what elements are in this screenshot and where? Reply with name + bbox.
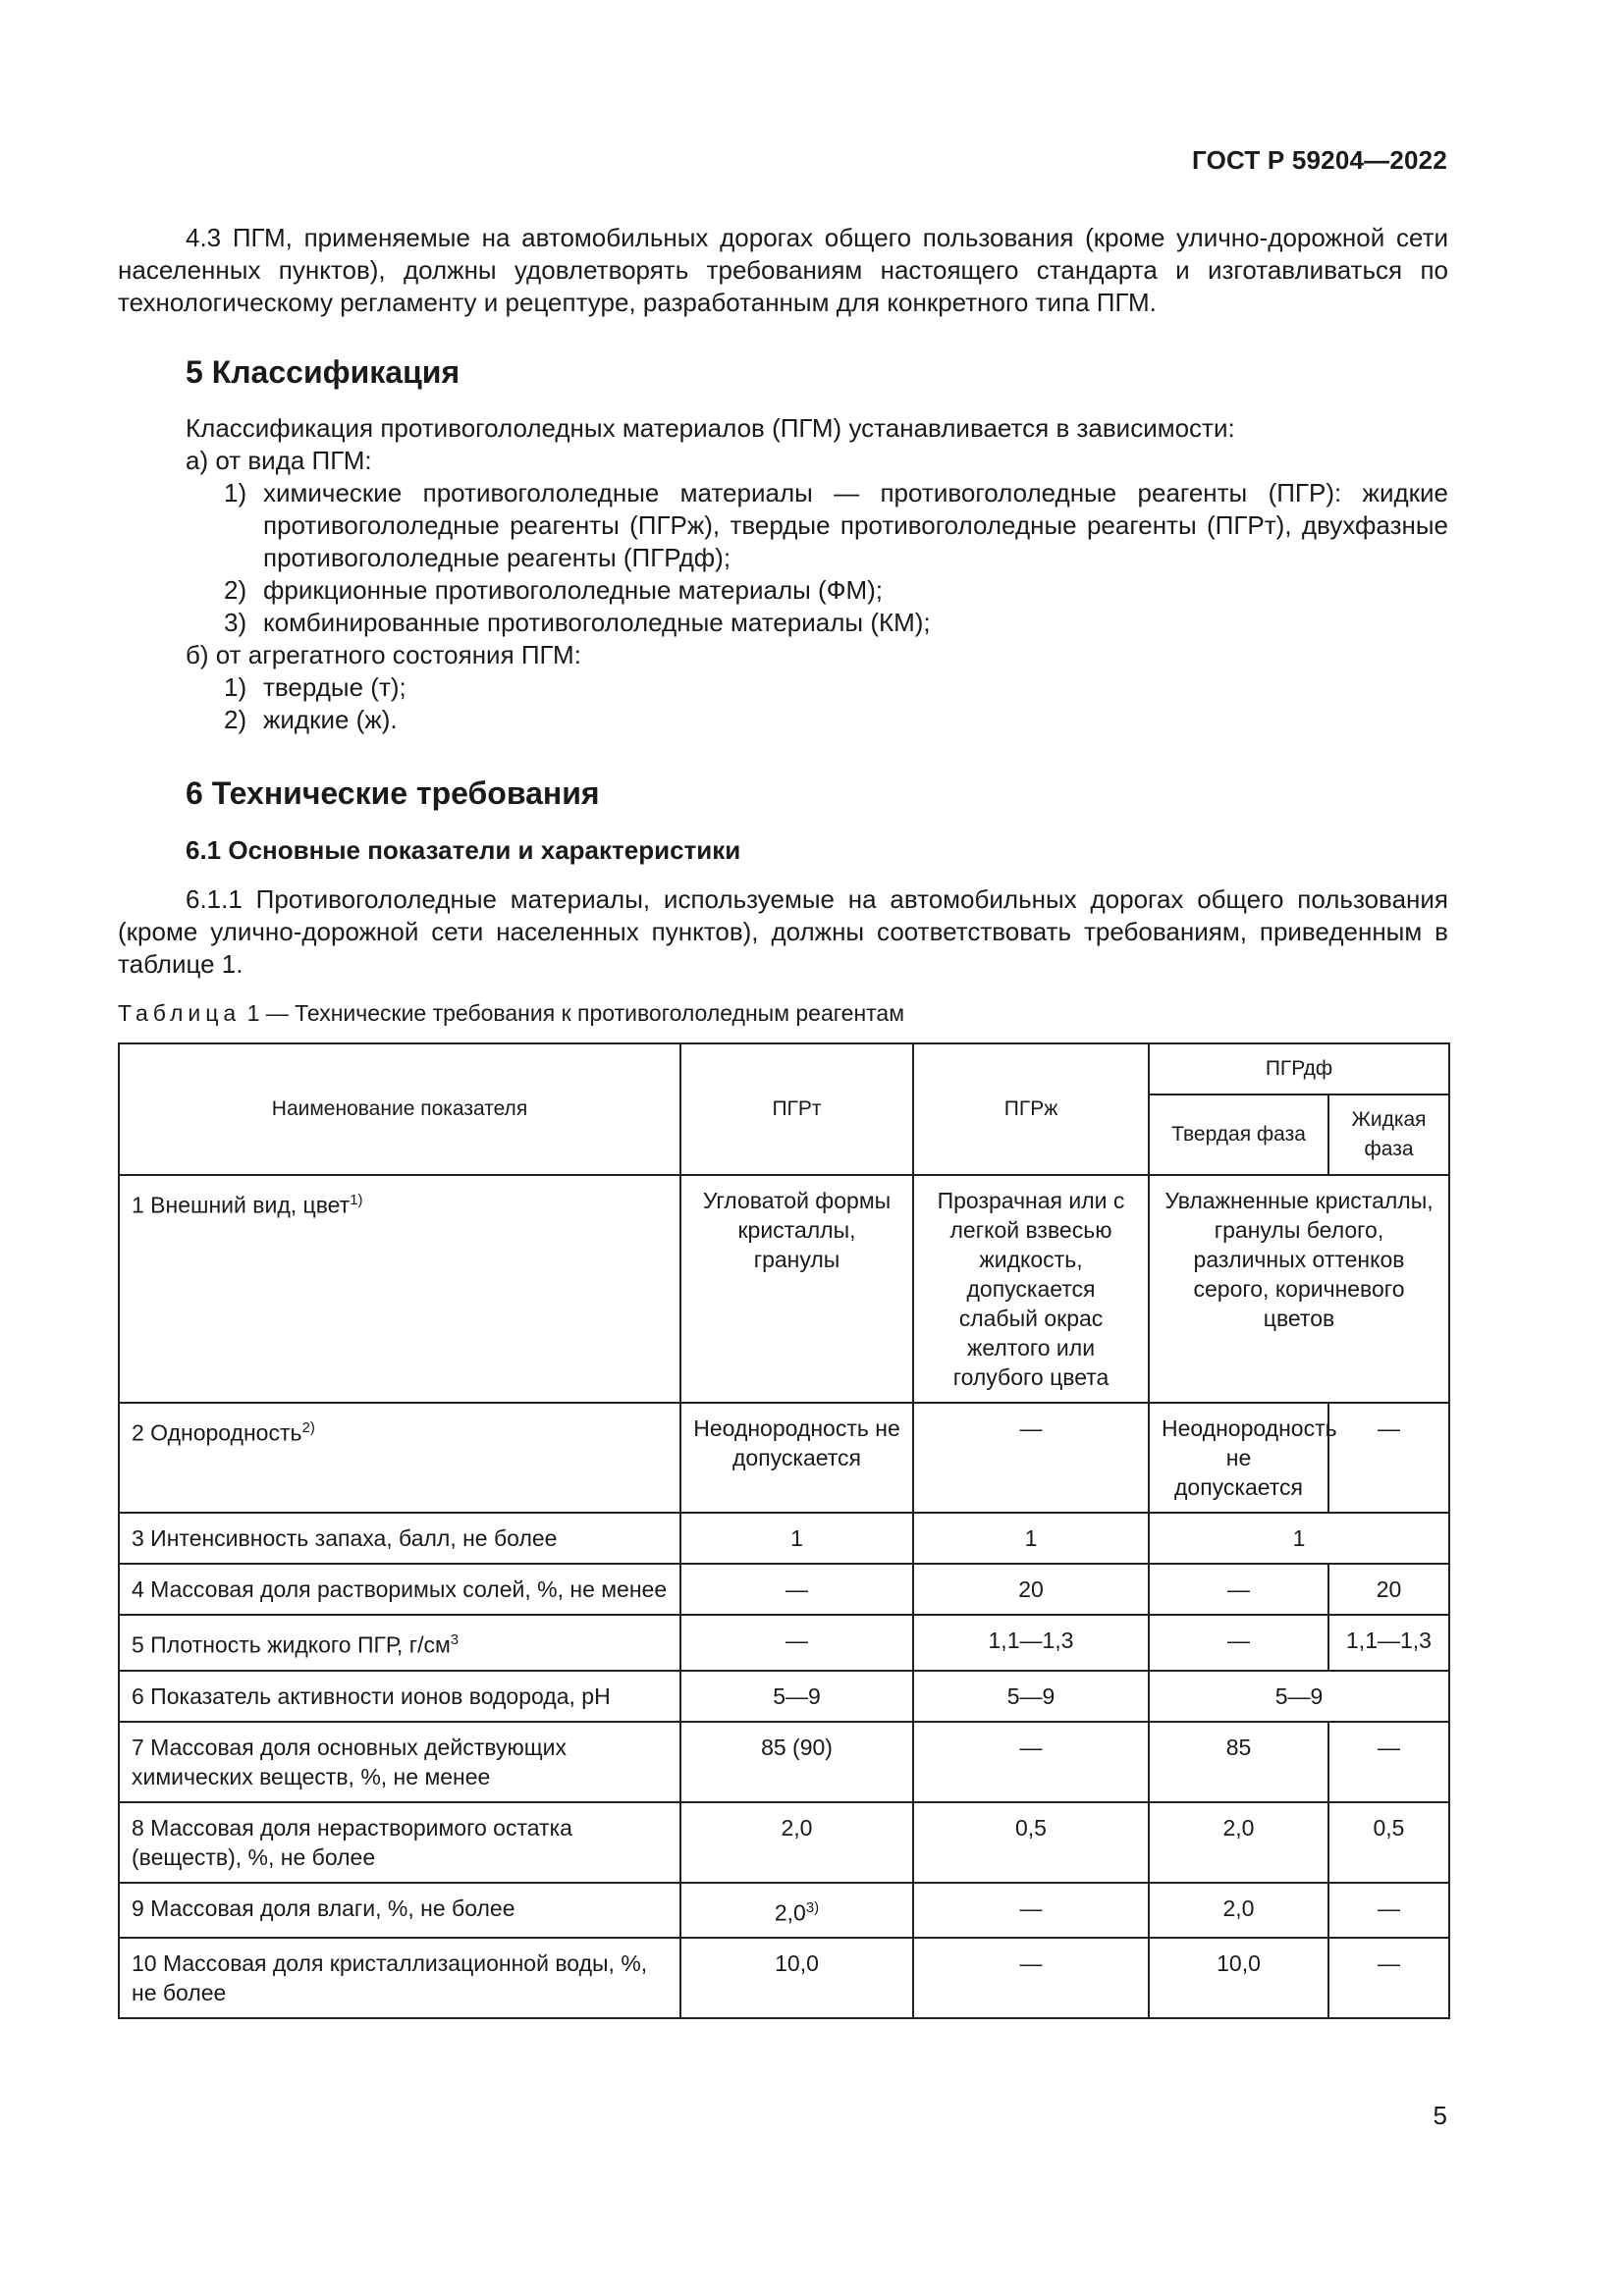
list-item-text: химические противогололедные материалы — противогололедные реагенты (ПГР): жидкие противогололедные реагенты (ПГРж), твердые противогололедные реагенты (ПГРт), двухфазные противогололедные реагенты (ПГРдф); xyxy=(263,478,1448,572)
cell-liquid: 1,1—1,3 xyxy=(1328,1615,1449,1671)
cell-pgrt: — xyxy=(680,1564,913,1615)
list-item-text: твердые (т); xyxy=(263,672,406,702)
list-a-label: а) от вида ПГМ: xyxy=(186,446,372,475)
list-item-number: 2) xyxy=(224,575,247,605)
list-item-text: жидкие (ж). xyxy=(263,705,398,734)
row-name: 3 Интенсивность запаха, балл, не более xyxy=(119,1513,680,1564)
list-item-number: 3) xyxy=(224,608,247,637)
list-a-item-1 xyxy=(118,477,1448,574)
cell-liquid: — xyxy=(1328,1883,1449,1939)
classification-intro: Классификация противогололедных материалов (ПГМ) устанавливается в зависимости: xyxy=(186,413,1235,443)
page-content xyxy=(118,222,1448,2019)
list-item-number: 1) xyxy=(224,478,247,507)
paragraph-4-3: 4.3 ПГМ, применяемые на автомобильных дорогах общего пользования (кроме улично-дорожной сети населенных пунктов), должны удовлетворять требованиям настоящего стандарта и изготавливаться по технологическому регламенту и рецептуре, разработанным для конкретного типа ПГМ. xyxy=(118,223,1448,317)
list-item-text: комбинированные противогололедные материалы (КМ); xyxy=(263,608,931,637)
cell-pgrzh: — xyxy=(913,1403,1149,1513)
list-item-text: фрикционные противогололедные материалы (ФМ); xyxy=(263,575,883,605)
cell-solid: — xyxy=(1149,1564,1328,1615)
table-caption xyxy=(118,1000,1448,1027)
cell-solid: 10,0 xyxy=(1149,1938,1328,2018)
cell-pgrt: 2,0$^{3)}$ xyxy=(680,1883,913,1939)
row-name: 2 Однородность$^{2)}$ xyxy=(119,1403,680,1513)
cell-pgrzh: — xyxy=(913,1722,1149,1802)
row-name: 4 Массовая доля растворимых солей, %, не менее xyxy=(119,1564,680,1615)
header-liquid-phase: Жидкая фаза xyxy=(1328,1095,1449,1175)
cell-pgrdf: 5—9 xyxy=(1149,1671,1449,1722)
requirements-table xyxy=(118,1042,1450,2019)
header-pgrt: ПГРт xyxy=(680,1043,913,1175)
cell-pgrzh: — xyxy=(913,1883,1149,1939)
cell-pgrt: Угловатой формы кристаллы, гранулы xyxy=(680,1175,913,1403)
cell-pgrdf: Увлажненные кристаллы, гранулы белого, различных оттенков серого, коричневого цветов xyxy=(1149,1175,1449,1403)
list-b-label: б) от агрегатного состояния ПГМ: xyxy=(186,640,581,669)
cell-pgrzh: 5—9 xyxy=(913,1671,1149,1722)
cell-pgrt: 5—9 xyxy=(680,1671,913,1722)
cell-pgrzh: Прозрачная или с легкой взвесью жидкость, допускается слабый окрас желтого или голубого цвета xyxy=(913,1175,1149,1403)
cell-liquid: 0,5 xyxy=(1328,1802,1449,1883)
row-name: 9 Массовая доля влаги, %, не более xyxy=(119,1883,680,1939)
cell-liquid: 20 xyxy=(1328,1564,1449,1615)
table-row xyxy=(119,1671,1449,1722)
cell-pgrt: — xyxy=(680,1615,913,1671)
table-caption-text: 1 — Технические требования к противогололедным реагентам xyxy=(246,1000,905,1026)
document-standard-number: ГОСТ Р 59204—2022 xyxy=(1192,145,1447,175)
row-name: 7 Массовая доля основных действующих химических веществ, %, не менее xyxy=(119,1722,680,1802)
list-item-number: 1) xyxy=(224,672,247,702)
cell-pgrt: 85 (90) xyxy=(680,1722,913,1802)
row-name: 6 Показатель активности ионов водорода, pH xyxy=(119,1671,680,1722)
cell-pgrt: 10,0 xyxy=(680,1938,913,2018)
cell-solid: — xyxy=(1149,1615,1328,1671)
list-item-number: 2) xyxy=(224,705,247,734)
page-number: 5 xyxy=(1433,2101,1447,2130)
paragraph-6-1-1: 6.1.1 Противогололедные материалы, используемые на автомобильных дорогах общего пользования (кроме улично-дорожной сети населенных пунктов), должны соответствовать требованиям, приведенным в таблице 1. xyxy=(118,884,1448,979)
cell-liquid: — xyxy=(1328,1938,1449,2018)
list-a-item-2 xyxy=(118,574,1448,607)
cell-pgrzh: 20 xyxy=(913,1564,1149,1615)
table-row xyxy=(119,1564,1449,1615)
section-6-title: 6 Технические требования xyxy=(186,775,600,811)
header-pgrdf: ПГРдф xyxy=(1149,1043,1449,1095)
header-pgrzh: ПГРж xyxy=(913,1043,1149,1175)
table-row xyxy=(119,1883,1449,1939)
cell-solid: 2,0 xyxy=(1149,1802,1328,1883)
cell-solid: 2,0 xyxy=(1149,1883,1328,1939)
cell-solid: 85 xyxy=(1149,1722,1328,1802)
cell-liquid: — xyxy=(1328,1722,1449,1802)
cell-pgrzh: 1 xyxy=(913,1513,1149,1564)
list-b-item-1 xyxy=(118,671,1448,704)
subsection-6-1-title: 6.1 Основные показатели и характеристики xyxy=(186,835,741,865)
table-row xyxy=(119,1722,1449,1802)
cell-pgrzh: 1,1—1,3 xyxy=(913,1615,1149,1671)
cell-pgrt: 2,0 xyxy=(680,1802,913,1883)
cell-pgrt: 1 xyxy=(680,1513,913,1564)
table-row xyxy=(119,1403,1449,1513)
table-row xyxy=(119,1802,1449,1883)
table-row xyxy=(119,1938,1449,2018)
cell-pgrzh: 0,5 xyxy=(913,1802,1149,1883)
table-row xyxy=(119,1513,1449,1564)
table-row xyxy=(119,1615,1449,1671)
table-caption-word: Таблица xyxy=(118,1000,242,1026)
row-name: 1 Внешний вид, цвет$^{1)}$ xyxy=(119,1175,680,1403)
cell-liquid: — xyxy=(1328,1403,1449,1513)
row-name: 10 Массовая доля кристаллизационной воды, %, не более xyxy=(119,1938,680,2018)
cell-pgrzh: — xyxy=(913,1938,1149,2018)
table-row xyxy=(119,1175,1449,1403)
row-name: 8 Массовая доля нерастворимого остатка (веществ), %, не более xyxy=(119,1802,680,1883)
list-b-item-2 xyxy=(118,704,1448,736)
section-5-title: 5 Классификация xyxy=(186,354,460,390)
header-name: Наименование показателя xyxy=(119,1043,680,1175)
list-a-item-3 xyxy=(118,607,1448,639)
header-solid-phase: Твердая фаза xyxy=(1149,1095,1328,1175)
cell-pgrdf: 1 xyxy=(1149,1513,1449,1564)
row-name: 5 Плотность жидкого ПГР, $г/см^3$ xyxy=(119,1615,680,1671)
cell-solid: Неоднородность не допускается xyxy=(1149,1403,1328,1513)
cell-pgrt: Неоднородность не допускается xyxy=(680,1403,913,1513)
